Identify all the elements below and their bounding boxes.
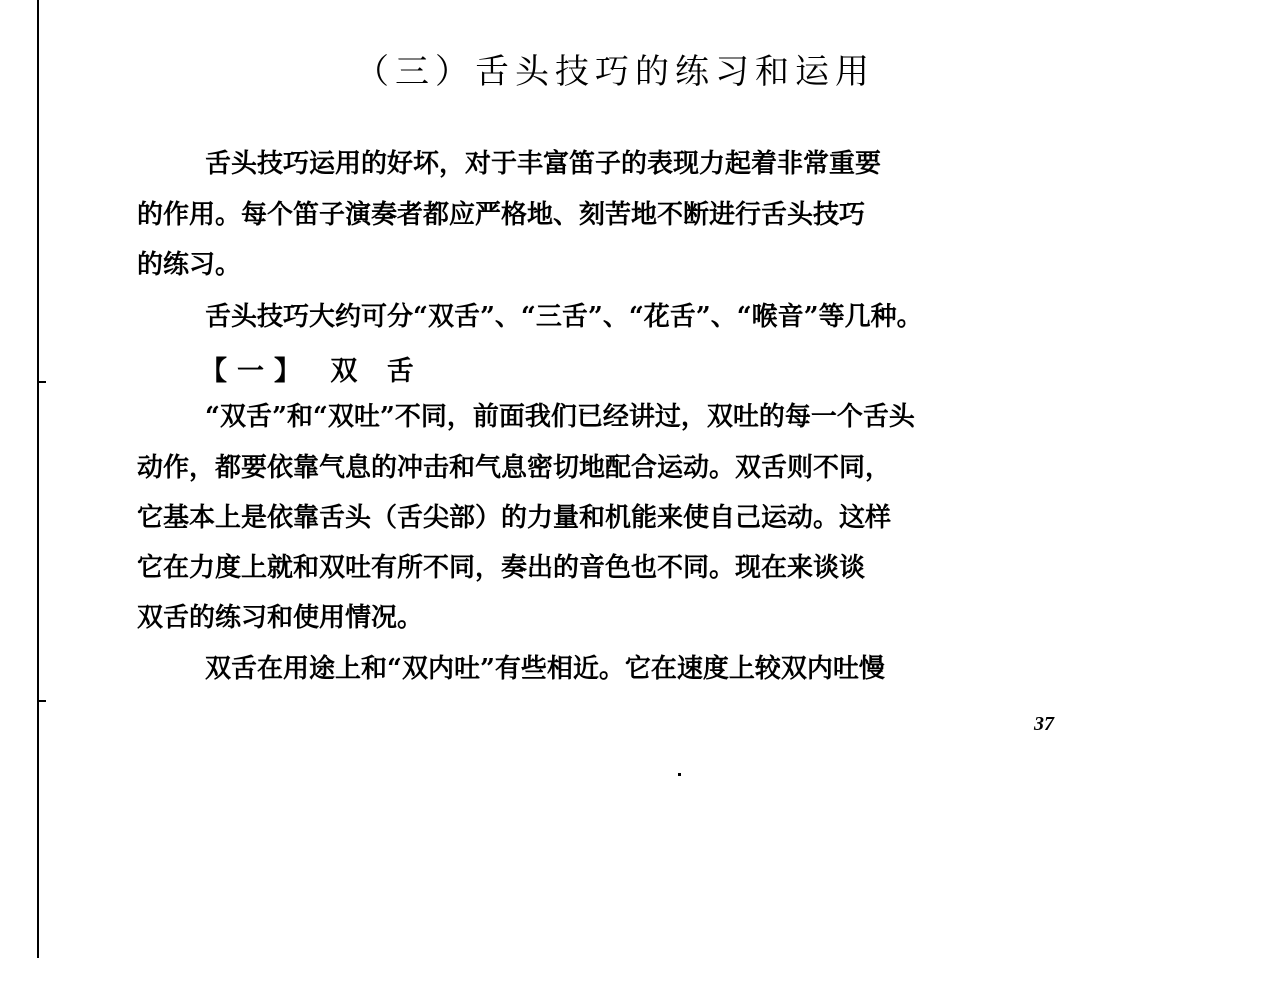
text-line: 的练习。 <box>137 250 242 280</box>
section-heading: 【一】 双 舌 <box>200 356 424 387</box>
margin-tick-mark <box>37 700 46 702</box>
text-line: 的作用。每个笛子演奏者都应严格地、刻苦地不断进行舌头技巧 <box>137 200 866 230</box>
margin-tick-mark <box>37 381 46 383</box>
text-line: 双舌的练习和使用情况。 <box>137 603 424 633</box>
text-line: 它基本上是依靠舌头（舌尖部）的力量和机能来使自己运动。这样 <box>137 503 892 533</box>
text-line: “双舌”和“双吐”不同，前面我们已经讲过，双吐的每一个舌头 <box>205 402 915 432</box>
text-line: 舌头技巧大约可分“双舌”、“三舌”、“花舌”、“喉音”等几种。 <box>205 302 923 332</box>
scan-speck <box>678 773 681 776</box>
text-line: 动作，都要依靠气息的冲击和气息密切地配合运动。双舌则不同， <box>137 453 892 483</box>
page-number: 37 <box>1034 713 1054 735</box>
page-title: （三）舌头技巧的练习和运用 <box>355 52 875 92</box>
text-line: 舌头技巧运用的好坏，对于丰富笛子的表现力起着非常重要 <box>205 149 882 179</box>
text-line: 双舌在用途上和“双内吐”有些相近。它在速度上较双内吐慢 <box>205 654 885 684</box>
text-line: 它在力度上就和双吐有所不同，奏出的音色也不同。现在来谈谈 <box>137 553 866 583</box>
binding-edge-line <box>37 0 39 958</box>
